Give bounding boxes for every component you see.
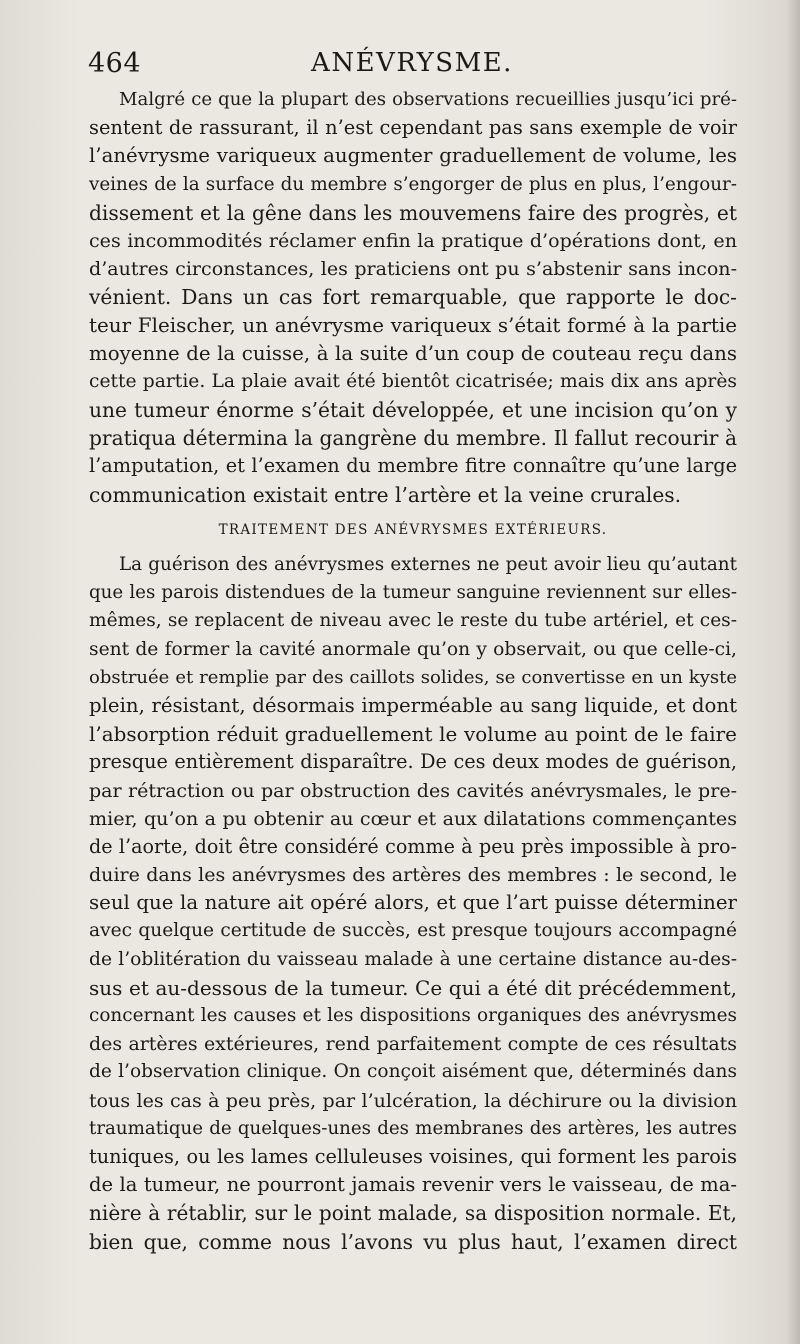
text-line: ces incommodités réclamer enfin la pratique d’opérations dont, en xyxy=(89,229,737,252)
page-number: 464 xyxy=(88,48,142,79)
text-line: traumatique de quelques-unes des membranes des artères, les autres xyxy=(89,1117,737,1139)
text-line: sent de former la cavité anormale qu’on y observait, ou que celle-ci, xyxy=(89,638,737,660)
text-line: de l’aorte, doit être considéré comme à peu près impossible à pro- xyxy=(89,834,737,858)
text-line: La guérison des anévrysmes externes ne peut avoir lieu qu’autant xyxy=(119,554,737,575)
text-line: pratiqua détermina la gangrène du membre. Il fallut recourir à xyxy=(89,426,737,451)
text-line: de l’oblitération du vaisseau malade à une certaine distance au-des- xyxy=(89,948,737,970)
text-line: nière à rétablir, sur le point malade, sa disposition normale. Et, xyxy=(89,1201,737,1226)
text-line: l’amputation, et l’examen du membre fitre connaître qu’une large xyxy=(89,454,737,478)
text-line: avec quelque certitude de succès, est presque toujours accompagné xyxy=(89,920,737,942)
paragraph-anevrysme-variqueux xyxy=(89,86,737,509)
text-line: concernant les causes et les dispositions organiques des anévrysmes xyxy=(89,1005,737,1026)
text-line: une tumeur énorme s’était développée, et une incision qu’on y xyxy=(89,398,737,423)
text-line: moyenne de la cuisse, à la suite d’un coup de couteau reçu dans xyxy=(89,341,737,365)
text-line: duire dans les anévrysmes des artères des membres : le second, le xyxy=(89,864,737,887)
text-line: mêmes, se replacent de niveau avec le reste du tube artériel, et ces- xyxy=(89,610,737,632)
paragraph-traitement xyxy=(89,551,737,1256)
text-line: vénient. Dans un cas fort remarquable, que rapporte le doc- xyxy=(89,285,737,310)
text-line: veines de la surface du membre s’engorger de plus en plus, l’engour- xyxy=(89,173,737,195)
text-line: de l’observation clinique. On conçoit aisément que, déterminés dans xyxy=(89,1061,737,1083)
text-line: des artères extérieures, rend parfaitement compte de ces résultats xyxy=(89,1033,737,1056)
text-line: cette partie. La plaie avait été bientôt cicatrisée; mais dix ans après xyxy=(89,370,737,392)
text-line: teur Fleischer, un anévrysme variqueux s’était formé à la partie xyxy=(89,313,737,337)
text-line: sentent de rassurant, il n’est cependant pas sans exemple de voir xyxy=(89,116,737,140)
section-heading: TRAITEMENT DES ANÉVRYSMES EXTÉRIEURS. xyxy=(218,522,608,538)
text-line: communication existait entre l’artère et la veine crurales. xyxy=(89,482,682,507)
text-line: Malgré ce que la plupart des observations recueillies jusqu’ici pré- xyxy=(119,89,737,110)
text-line: presque entièrement disparaître. De ces deux modes de guérison, xyxy=(89,750,737,774)
text-line: tous les cas à peu près, par l’ulcération, la déchirure ou la division xyxy=(89,1089,737,1112)
text-line: l’absorption réduit graduellement le volume au point de le faire xyxy=(89,722,737,747)
text-line: sus et au-dessous de la tumeur. Ce qui a été dit précédemment, xyxy=(89,975,737,1000)
text-line: mier, qu’on a pu obtenir au cœur et aux dilatations commençantes xyxy=(89,807,737,830)
text-line: par rétraction ou par obstruction des cavités anévrysmales, le pre- xyxy=(89,779,737,802)
text-line: plein, résistant, désormais imperméable au sang liquide, et dont xyxy=(89,693,737,717)
text-line: bien que, comme nous l’avons vu plus haut, l’examen direct xyxy=(89,1229,737,1254)
text-line: seul que la nature ait opéré alors, et que l’art puisse déterminer xyxy=(89,891,737,915)
text-line: de la tumeur, ne pourront jamais revenir vers le vaisseau, de ma- xyxy=(89,1173,737,1197)
text-line: dissement et la gêne dans les mouvemens faire des progrès, et xyxy=(89,200,737,225)
text-line: obstruée et remplie par des caillots solides, se convertisse en un kyste xyxy=(89,666,737,688)
text-line: l’anévrysme variqueux augmenter graduellement de volume, les xyxy=(89,144,737,168)
running-head: ANÉVRYSME. xyxy=(311,48,513,78)
text-line: que les parois distendues de la tumeur sanguine reviennent sur elles- xyxy=(89,582,737,604)
text-line: d’autres circonstances, les praticiens ont pu s’abstenir sans incon- xyxy=(89,258,737,281)
text-line: tuniques, ou les lames celluleuses voisines, qui forment les parois xyxy=(89,1144,737,1168)
page-header xyxy=(88,48,736,84)
